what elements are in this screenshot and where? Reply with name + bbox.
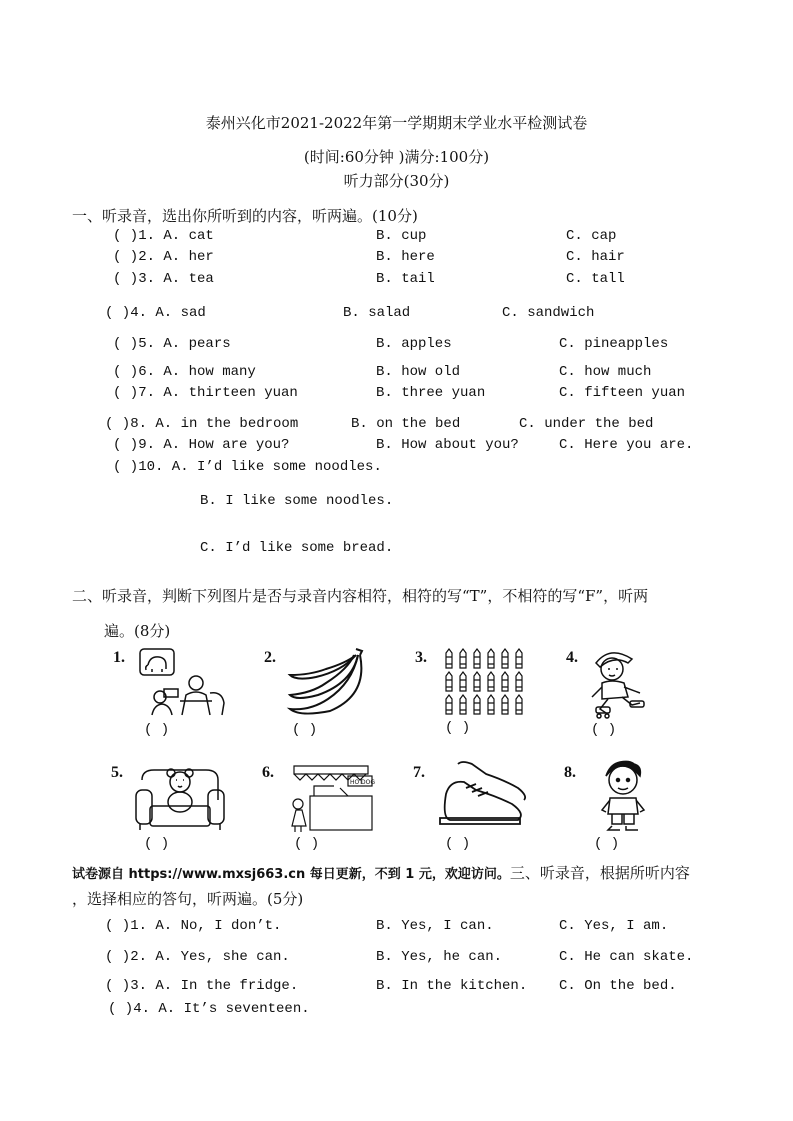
q3-option-a: ( )3. A. tea — [113, 271, 214, 287]
crayon — [488, 695, 494, 714]
q4-option-a: ( )4. A. sad — [105, 305, 206, 321]
picture-1-answer-blank[interactable]: ( ) — [144, 722, 170, 738]
exam-title: 泰州兴化市2021-2022年第一学期期末学业水平检测试卷 — [205, 114, 588, 132]
q7-option-a: ( )7. A. thirteen yuan — [113, 385, 298, 401]
picture-2-bananas — [286, 645, 368, 717]
s3-q1-option-b: B. Yes, I can. — [376, 918, 494, 934]
q7-option-c: C. fifteen yuan — [559, 385, 686, 401]
q5-option-a: ( )5. A. pears — [113, 336, 231, 352]
q6-option-c: C. how much — [559, 364, 652, 380]
q1-option-a: ( )1. A. cat — [113, 228, 214, 244]
crayon — [460, 672, 466, 691]
picture-1-family-tv — [134, 645, 229, 717]
picture-8-number: 8. — [564, 764, 576, 781]
picture-6-number: 6. — [262, 764, 274, 781]
q1-option-c: C. cap — [566, 228, 617, 244]
shop-sign-dog: DOG — [361, 779, 375, 786]
picture-4-answer-blank[interactable]: ( ) — [591, 722, 617, 738]
crayon — [474, 695, 480, 714]
crayon — [502, 649, 508, 668]
crayon — [488, 649, 494, 668]
picture-4-number: 4. — [566, 649, 578, 666]
picture-4-boy-skating — [584, 645, 654, 719]
picture-1-number: 1. — [113, 649, 125, 666]
crayon — [474, 649, 480, 668]
crayon — [502, 672, 508, 691]
crayon — [502, 695, 508, 714]
q3-option-b: B. tail — [376, 271, 435, 287]
q4-option-b: B. salad — [343, 305, 411, 321]
q8-option-c: C. under the bed — [519, 416, 654, 432]
q8-option-a: ( )8. A. in the bedroom — [105, 416, 299, 432]
part-title: 听力部分(30分) — [343, 172, 450, 190]
q2-option-c: C. hair — [566, 249, 625, 265]
q8-option-b: B. on the bed — [351, 416, 461, 432]
s3-q1-option-a: ( )1. A. No, I don’t. — [105, 918, 282, 934]
picture-7-number: 7. — [413, 764, 425, 781]
crayon — [474, 672, 480, 691]
picture-8-answer-blank[interactable]: ( ) — [594, 836, 620, 852]
picture-5-number: 5. — [111, 764, 123, 781]
picture-6-answer-blank[interactable]: ( ) — [294, 836, 320, 852]
q5-option-b: B. apples — [376, 336, 452, 352]
q9-option-c: C. Here you are. — [559, 437, 694, 453]
crayon — [516, 672, 522, 691]
picture-5-teddy-bear-sofa — [134, 760, 226, 834]
q10-option-c: C. I’d like some bread. — [200, 540, 394, 556]
q6-option-b: B. how old — [376, 364, 461, 380]
picture-6-hot-dog-stand — [284, 760, 376, 834]
section2-heading-line2: 遍。(8分) — [104, 622, 171, 640]
s3-q2-option-a: ( )2. A. Yes, she can. — [105, 949, 290, 965]
s3-q1-option-c: C. Yes, I am. — [559, 918, 669, 934]
q2-option-b: B. here — [376, 249, 435, 265]
picture-2-answer-blank[interactable]: ( ) — [292, 722, 318, 738]
q1-option-b: B. cup — [376, 228, 427, 244]
s3-q2-option-c: C. He can skate. — [559, 949, 694, 965]
picture-3-number: 3. — [415, 649, 427, 666]
section3-heading-a: 三、听录音，根据所听内容 — [509, 864, 690, 882]
q10-option-a: ( )10. A. I’d like some noodles. — [113, 459, 382, 475]
crayon — [516, 649, 522, 668]
q7-option-b: B. three yuan — [376, 385, 486, 401]
q3-option-c: C. tall — [566, 271, 625, 287]
picture-3-crayons — [438, 645, 530, 717]
picture-3-answer-blank[interactable]: ( ) — [445, 720, 471, 736]
q9-option-b: B. How about you? — [376, 437, 519, 453]
notice-line — [72, 862, 690, 883]
crayon — [460, 695, 466, 714]
picture-8-boy — [596, 760, 650, 834]
crayon — [446, 695, 452, 714]
section2-heading-line1: 二、听录音，判断下列图片是否与录音内容相符，相符的写“T”，不相符的写“F”，听两 — [72, 587, 649, 605]
picture-2-number: 2. — [264, 649, 276, 666]
q6-option-a: ( )6. A. how many — [113, 364, 256, 380]
website-notice[interactable]: 试卷源自 https://www.mxsj663.cn 每日更新，不到 1 元，欢迎访问。 — [72, 867, 510, 882]
s3-q4-option-a: ( )4. A. It’s seventeen. — [108, 1001, 310, 1017]
s3-q3-option-c: C. On the bed. — [559, 978, 677, 994]
crayon — [446, 649, 452, 668]
picture-7-answer-blank[interactable]: ( ) — [445, 836, 471, 852]
q9-option-a: ( )9. A. How are you? — [113, 437, 290, 453]
crayon — [446, 672, 452, 691]
s3-q2-option-b: B. Yes, he can. — [376, 949, 503, 965]
crayon — [488, 672, 494, 691]
time-info: (时间:60分钟 )满分:100分) — [303, 148, 490, 166]
shop-sign-hot: HOT — [350, 779, 363, 786]
q5-option-c: C. pineapples — [559, 336, 669, 352]
section3-heading-b: ，选择相应的答句，听两遍。(5分) — [72, 890, 304, 908]
picture-5-answer-blank[interactable]: ( ) — [144, 836, 170, 852]
s3-q3-option-b: B. In the kitchen. — [376, 978, 528, 994]
s3-q3-option-a: ( )3. A. In the fridge. — [105, 978, 299, 994]
q4-option-c: C. sandwich — [502, 305, 595, 321]
crayon — [516, 695, 522, 714]
q10-option-b: B. I like some noodles. — [200, 493, 394, 509]
section1-heading: 一、听录音，选出你所听到的内容，听两遍。(10分) — [72, 207, 418, 225]
q2-option-a: ( )2. A. her — [113, 249, 214, 265]
picture-7-sneakers — [436, 760, 530, 832]
crayon — [460, 649, 466, 668]
